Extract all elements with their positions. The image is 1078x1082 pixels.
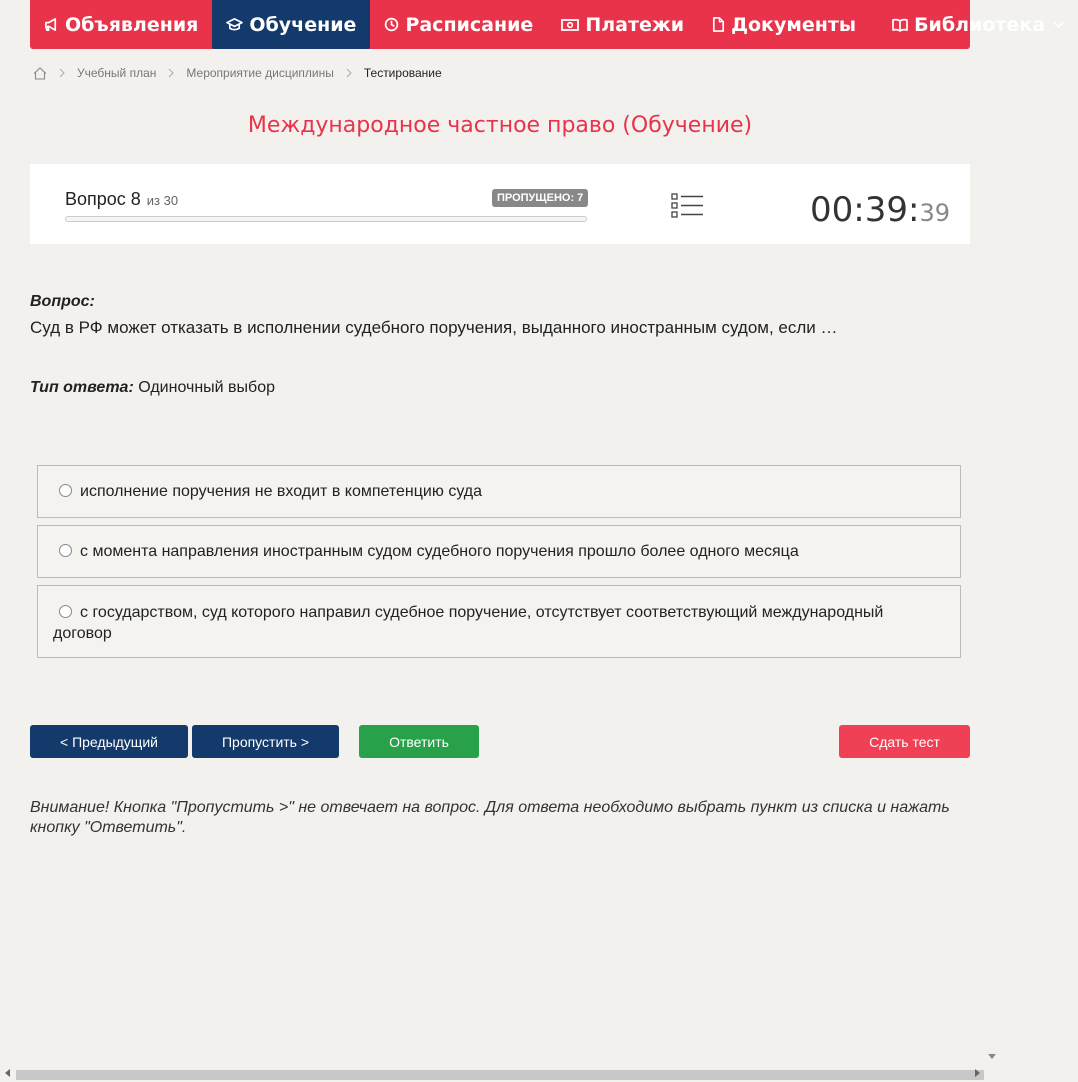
scrollbar-thumb[interactable] bbox=[16, 1070, 984, 1080]
horizontal-scrollbar[interactable] bbox=[0, 1067, 1000, 1082]
nav-label: Библиотека bbox=[914, 13, 1046, 36]
warning-note: Внимание! Кнопка "Пропустить >" не отвечает на вопрос. Для ответа необходимо выбрать пункт из списка и нажать кнопку "Ответить". bbox=[30, 799, 950, 836]
previous-button[interactable]: < Предыдущий bbox=[30, 725, 188, 758]
answer-option[interactable] bbox=[37, 465, 961, 518]
answer-button[interactable]: Ответить bbox=[359, 725, 479, 758]
breadcrumb bbox=[33, 63, 442, 83]
chevron-right-icon bbox=[168, 68, 174, 78]
nav-label: Расписание bbox=[405, 13, 534, 36]
answer-type-value: Одиночный выбор bbox=[138, 379, 275, 396]
nav-label: Платежи bbox=[585, 13, 685, 36]
money-icon bbox=[561, 18, 579, 32]
nav-item-learning[interactable] bbox=[212, 0, 370, 49]
test-status-panel bbox=[30, 164, 970, 244]
page-title: Международное частное право (Обучение) bbox=[247, 113, 753, 138]
nav-item-announcements[interactable] bbox=[30, 0, 212, 49]
chevron-right-icon bbox=[59, 68, 65, 78]
question-label: Вопрос: bbox=[30, 293, 95, 310]
question-counter bbox=[65, 189, 178, 210]
home-icon[interactable] bbox=[33, 67, 47, 80]
main-nav bbox=[30, 0, 1046, 49]
progress-bar bbox=[65, 216, 587, 222]
answer-option[interactable] bbox=[37, 525, 961, 578]
clock-icon bbox=[384, 17, 399, 32]
skipped-badge: ПРОПУЩЕНО: 7 bbox=[492, 189, 588, 207]
countdown-timer bbox=[810, 190, 950, 230]
megaphone-icon bbox=[44, 17, 59, 32]
radio-button[interactable] bbox=[59, 605, 72, 618]
nav-item-library[interactable] bbox=[878, 0, 1078, 49]
timer-seconds: 39 bbox=[919, 199, 950, 227]
scroll-down-arrow[interactable] bbox=[988, 1054, 996, 1059]
question-total: из 30 bbox=[146, 193, 179, 208]
scroll-right-arrow[interactable] bbox=[975, 1069, 980, 1077]
book-icon bbox=[892, 18, 908, 32]
breadcrumb-item-event[interactable]: Мероприятие дисциплины bbox=[186, 66, 334, 80]
answer-option[interactable] bbox=[37, 585, 961, 658]
timer-main: 00:39: bbox=[810, 190, 920, 230]
radio-button[interactable] bbox=[59, 484, 72, 497]
nav-label: Обучение bbox=[249, 13, 357, 36]
radio-button[interactable] bbox=[59, 544, 72, 557]
question-number: Вопрос 8 bbox=[65, 189, 141, 209]
nav-item-payments[interactable] bbox=[547, 0, 698, 49]
skip-button[interactable]: Пропустить > bbox=[192, 725, 339, 758]
breadcrumb-item-testing: Тестирование bbox=[363, 66, 442, 80]
submit-test-button[interactable]: Сдать тест bbox=[839, 725, 970, 758]
nav-label: Документы bbox=[731, 13, 857, 36]
question-text: Суд в РФ может отказать в исполнении судебного поручения, выданного иностранным судом, если … bbox=[30, 318, 838, 337]
question-list-icon[interactable] bbox=[670, 192, 704, 220]
breadcrumb-item-curriculum[interactable]: Учебный план bbox=[77, 66, 157, 80]
chevron-down-icon bbox=[1053, 21, 1064, 29]
option-text: с государством, суд которого направил судебное поручение, отсутствует соответствующий международный договор bbox=[53, 604, 884, 642]
document-icon bbox=[712, 17, 725, 32]
nav-label: Объявления bbox=[65, 13, 199, 36]
nav-item-documents[interactable] bbox=[698, 0, 870, 49]
chevron-right-icon bbox=[346, 68, 352, 78]
nav-item-schedule[interactable] bbox=[370, 0, 547, 49]
option-text: исполнение поручения не входит в компетенцию суда bbox=[80, 483, 483, 500]
answer-type-label: Тип ответа: bbox=[30, 379, 134, 396]
graduation-cap-icon bbox=[226, 17, 243, 32]
answer-type bbox=[30, 379, 275, 397]
option-text: с момента направления иностранным судом судебного поручения прошло более одного месяца bbox=[80, 543, 799, 560]
scroll-left-arrow[interactable] bbox=[5, 1069, 10, 1077]
